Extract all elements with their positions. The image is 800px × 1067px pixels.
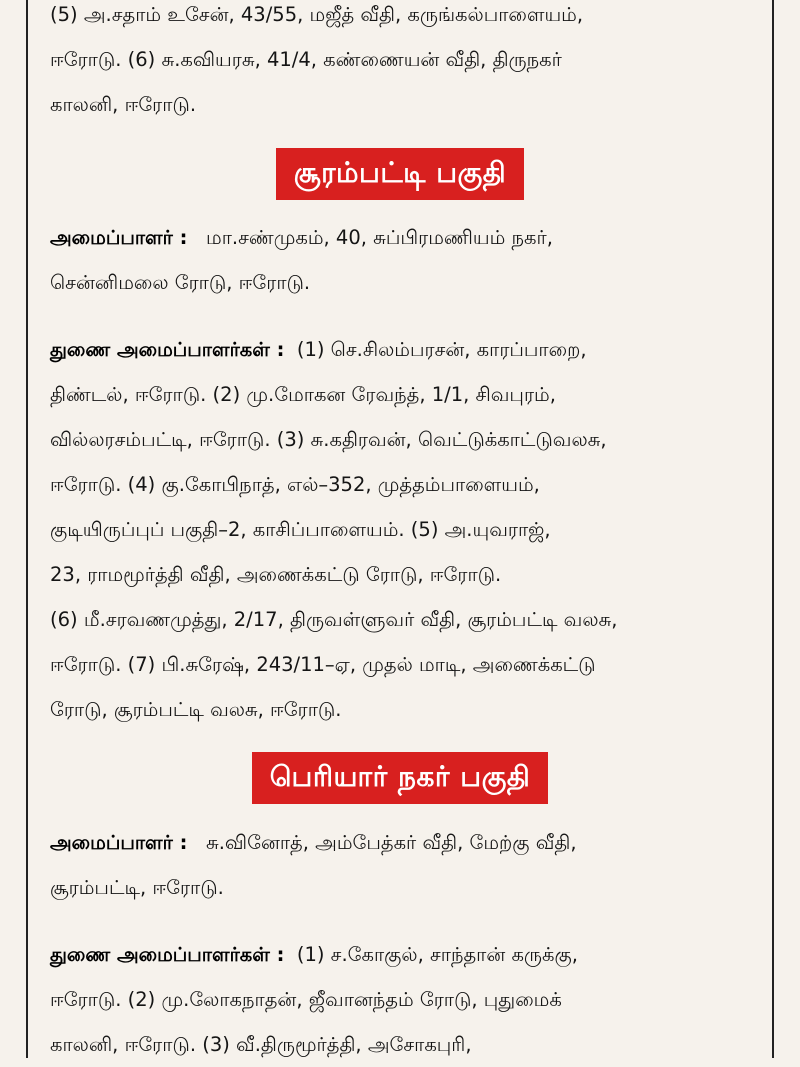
- deputy-line: ஈரோடு. (7) பி.சுரேஷ், 243/11–ஏ, முதல் மாடி, அணைக்கட்டு: [50, 653, 596, 676]
- deputy-line: குடியிருப்புப் பகுதி–2, காசிப்பாளையம். (5) அ.யுவராஜ்,: [50, 518, 551, 541]
- deputy-paragraph: [50, 327, 750, 732]
- organizer-text: சு.வினோத், அம்பேத்கர் வீதி, மேற்கு வீதி,: [206, 831, 577, 854]
- intro-line: ஈரோடு. (6) சு.கவியரசு, 41/4, கண்ணையன் வீதி, திருநகர்: [50, 48, 562, 71]
- organizer-text: மா.சண்முகம், 40, சுப்பிரமணியம் நகர்,: [206, 226, 553, 249]
- section-heading-periyar-nagar: பெரியார் நகர் பகுதி: [252, 752, 549, 804]
- deputy-label: துணை அமைப்பாளர்கள் :: [50, 338, 285, 361]
- intro-paragraph: [50, 0, 750, 127]
- deputy-text: (1) ச.கோகுல், சாந்தான் கருக்கு,: [296, 943, 578, 966]
- deputy-line: ஈரோடு. (2) மு.லோகநாதன், ஜீவானந்தம் ரோடு, புதுமைக்: [50, 988, 562, 1011]
- deputy-line: [50, 932, 750, 977]
- deputy-line: ரோடு, சூரம்பட்டி வலசு, ஈரோடு.: [50, 698, 342, 721]
- organizer-line: சென்னிமலை ரோடு, ஈரோடு.: [50, 271, 311, 294]
- deputy-label: துணை அமைப்பாளர்கள் :: [50, 943, 285, 966]
- deputy-line: திண்டல், ஈரோடு. (2) மு.மோகன ரேவந்த், 1/1, சிவபுரம்,: [50, 383, 556, 406]
- organizer-paragraph: [50, 820, 750, 910]
- section-heading-surampatti: சூரம்பட்டி பகுதி: [276, 148, 524, 200]
- deputy-line: [50, 327, 750, 372]
- deputy-line: ஈரோடு. (4) கு.கோபிநாத், எல்–352, முத்தம்பாளையம்,: [50, 473, 540, 496]
- deputy-line: காலனி, ஈரோடு. (3) வீ.திருமூர்த்தி, அசோகபுரி,: [50, 1033, 472, 1056]
- section-heading-container: [50, 148, 750, 200]
- deputy-paragraph: [50, 932, 750, 1067]
- intro-line: காலனி, ஈரோடு.: [50, 93, 197, 116]
- deputy-text: (1) செ.சிலம்பரசன், காரப்பாறை,: [296, 338, 587, 361]
- organizer-label: அமைப்பாளர் :: [50, 226, 188, 249]
- intro-line: (5) அ.சதாம் உசேன், 43/55, மஜீத் வீதி, கருங்கல்பாளையம்,: [50, 3, 584, 26]
- organizer-label: அமைப்பாளர் :: [50, 831, 188, 854]
- deputy-line: 23, ராமமூர்த்தி வீதி, அணைக்கட்டு ரோடு, ஈரோடு.: [50, 563, 502, 586]
- organizer-line: [50, 820, 750, 865]
- deputy-line: வில்லரசம்பட்டி, ஈரோடு. (3) சு.கதிரவன், வெட்டுக்காட்டுவலசு,: [50, 428, 607, 451]
- organizer-line: சூரம்பட்டி, ஈரோடு.: [50, 876, 224, 899]
- section-heading-container: [50, 752, 750, 804]
- organizer-line: [50, 215, 750, 260]
- deputy-line: (6) மீ.சரவணமுத்து, 2/17, திருவள்ளுவர் வீதி, சூரம்பட்டி வலசு,: [50, 608, 618, 631]
- organizer-paragraph: [50, 215, 750, 305]
